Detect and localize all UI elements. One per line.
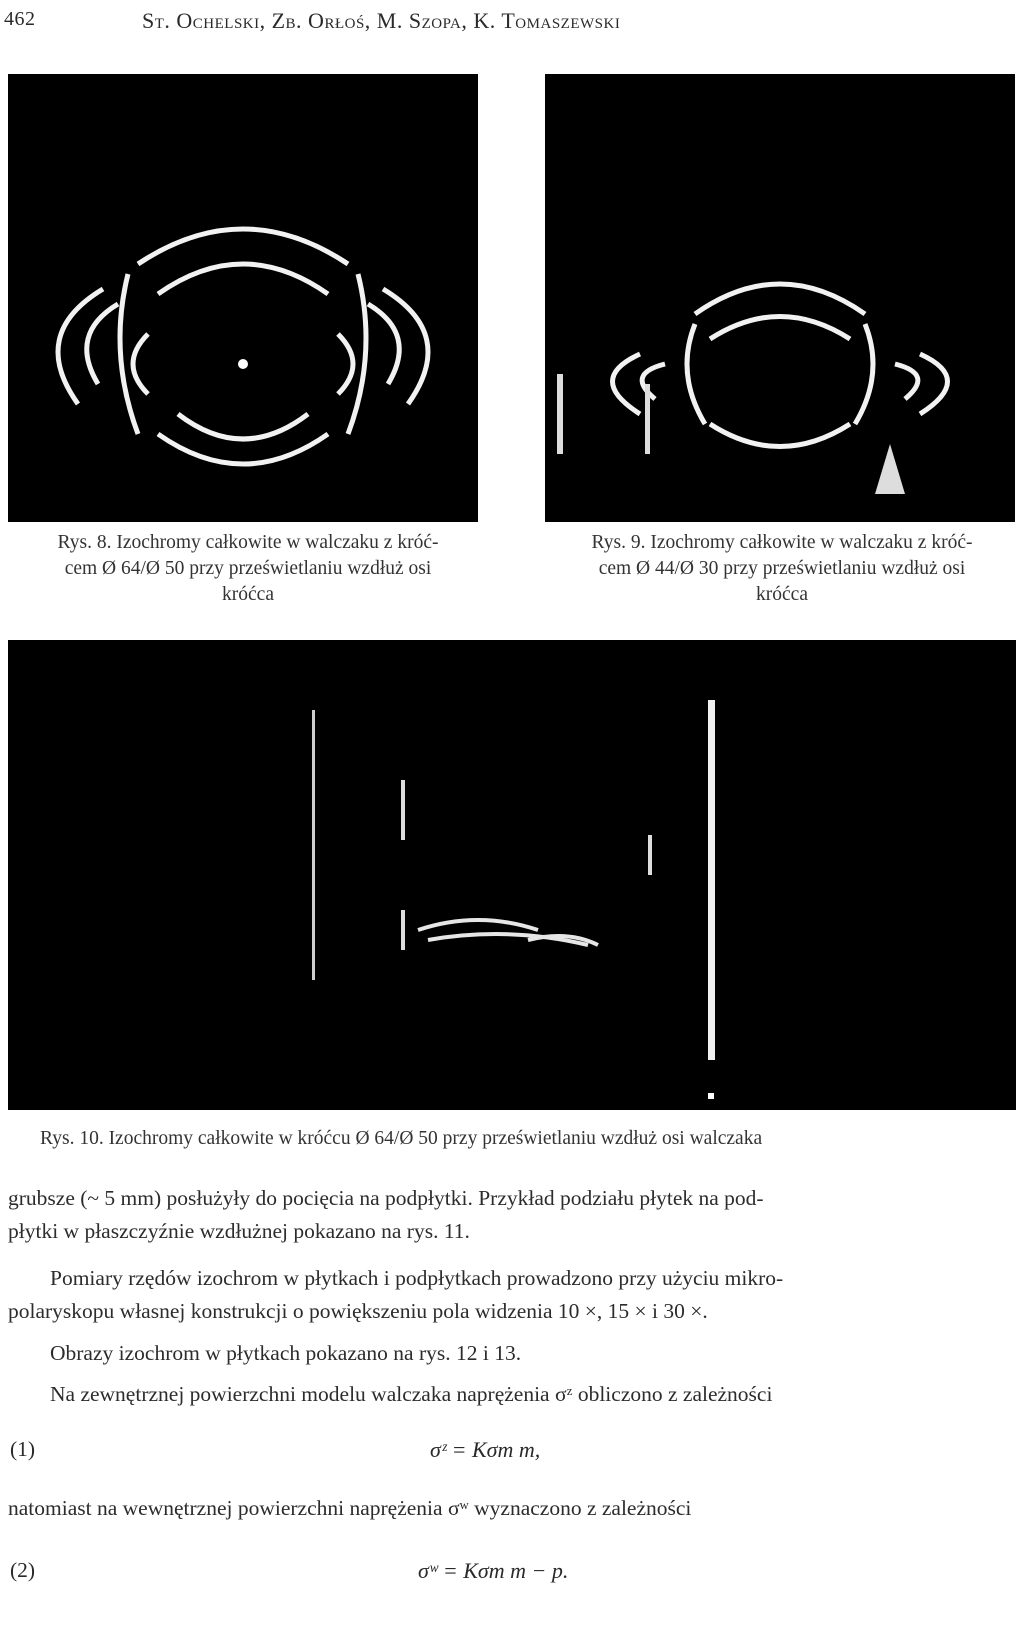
paragraph-3: Obrazy izochrom w płytkach pokazano na rys. 12 i 13. — [50, 1341, 522, 1365]
figure-10-isochromatic-fringes — [8, 640, 1016, 1110]
figure-9-caption — [540, 530, 1024, 608]
figure-8-isochromatic-fringes — [8, 74, 478, 522]
caption-line: cem Ø 44/Ø 30 przy prześwietlaniu wzdłuż osi — [598, 558, 966, 579]
figure-8-photo — [8, 74, 478, 522]
figure-10-photo — [8, 640, 1016, 1110]
equation-1: σᶻ = Kσm m, — [430, 1437, 541, 1462]
figure-9-photo — [545, 74, 1015, 522]
caption-line: cem Ø 64/Ø 50 przy prześwietlaniu wzdłuż osi — [64, 558, 432, 579]
running-head-authors: St. Ochelski, Zb. Orłoś, M. Szopa, K. Tomaszewski — [142, 8, 621, 33]
caption-line: króćca — [756, 584, 808, 605]
caption-line: Rys. 10. Izochromy całkowite w króćcu Ø 64/Ø 50 przy prześwietlaniu wzdłuż osi walczaka — [40, 1128, 763, 1149]
caption-line: Rys. 8. Izochromy całkowite w walczaku z króć- — [57, 532, 439, 553]
figure-8-caption — [8, 530, 488, 608]
equation-2: σʷ = Kσm m − p. — [418, 1558, 569, 1583]
caption-line: Rys. 9. Izochromy całkowite w walczaku z króć- — [591, 532, 973, 553]
figure-9-isochromatic-fringes — [545, 74, 1015, 522]
page-number: 462 — [4, 8, 36, 30]
paragraph-1-line-1: grubsze (~ 5 mm) posłużyły do pocięcia na podpłytki. Przykład podziału płytek na pod- — [8, 1186, 764, 1210]
equation-1-number: (1) — [10, 1437, 36, 1461]
caption-line: króćca — [222, 584, 274, 605]
paragraph-2-line-2: polaryskopu własnej konstrukcji o powiększeniu pola widzenia 10 ×, 15 × i 30 ×. — [8, 1299, 708, 1323]
paragraph-2-line-1: Pomiary rzędów izochrom w płytkach i podpłytkach prowadzono przy użyciu mikro- — [50, 1266, 784, 1290]
figure-10-caption — [40, 1126, 1000, 1152]
paragraph-5: natomiast na wewnętrznej powierzchni naprężenia σʷ wyznaczono z zależności — [8, 1496, 692, 1520]
paragraph-4: Na zewnętrznej powierzchni modelu walczaka naprężenia σᶻ obliczono z zależności — [50, 1382, 773, 1406]
equation-2-number: (2) — [10, 1558, 36, 1582]
paragraph-1-line-2: płytki w płaszczyźnie wzdłużnej pokazano na rys. 11. — [8, 1219, 470, 1243]
